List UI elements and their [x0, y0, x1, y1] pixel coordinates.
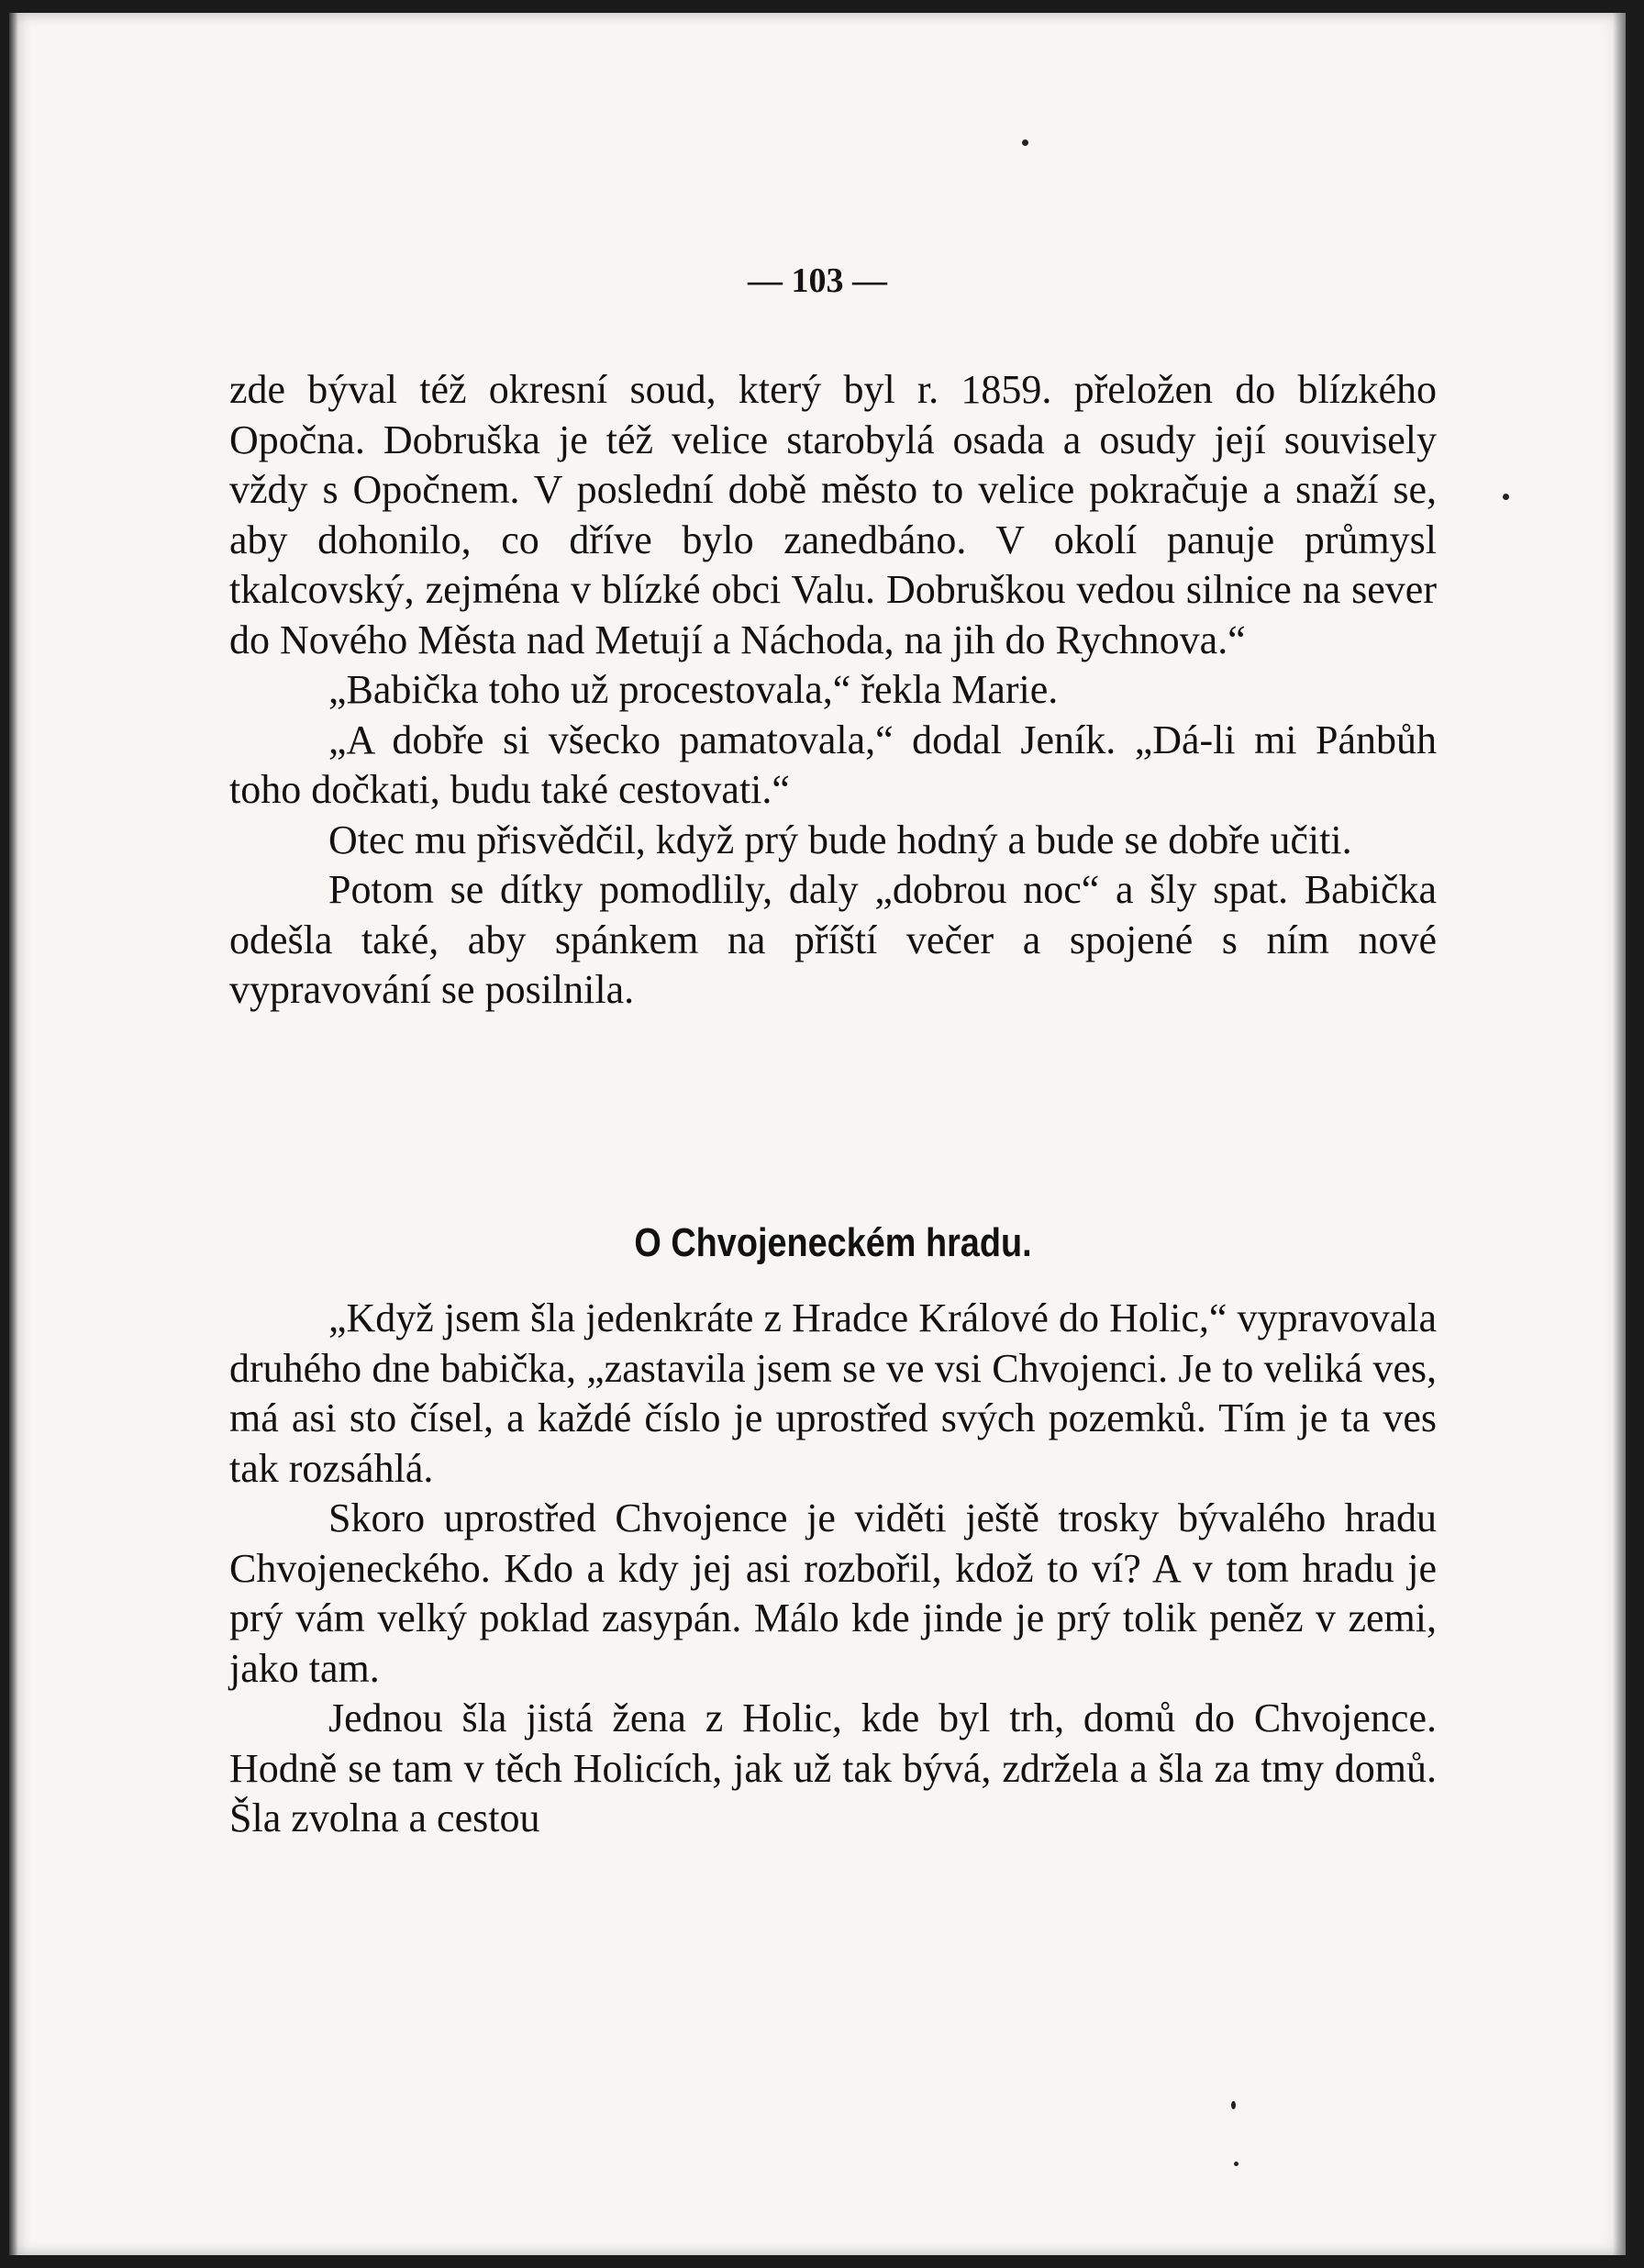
ink-speck	[1022, 139, 1028, 146]
paragraph: „Když jsem šla jedenkráte z Hradce Králové do Holic,“ vypravovala druhého dne babička, „zastavila jsem se ve vsi Chvojenci. Je to veliká ves, má asi sto čísel, a každé číslo je uprostřed svých pozemků. Tím je ta ves tak rozsáhlá.	[229, 1295, 1437, 1491]
paragraph: „A dobře si všecko pamatovala,“ dodal Jeník. „Dá-li mi Pánbůh toho dočkati, budu také cestovati.“	[229, 717, 1437, 812]
ink-speck	[1234, 2162, 1239, 2166]
page-number: — 103 —	[748, 261, 887, 300]
bottom-text-block	[229, 1294, 1437, 1844]
ink-speck	[1231, 2101, 1236, 2109]
paragraph: Jednou šla jistá žena z Holic, kde byl trh, domů do Chvojence. Hodně se tam v těch Holicích, jak už tak bývá, zdržela a šla za tmy domů. Šla zvolna a cestou	[229, 1695, 1437, 1840]
paragraph: Otec mu přisvědčil, když prý bude hodný a bude se dobře učiti.	[328, 817, 1352, 862]
paragraph: zde býval též okresní soud, který byl r. 1859. přeložen do blízkého Opočna. Dobruška je též velice starobylá osada a osudy její souvisely vždy s Opočnem. V poslední době město to velice pokračuje a snaží se, aby dohonilo, co dříve bylo zanedbáno. V okolí panuje průmysl tkalcovský, zejména v blízké obci Valu. Dobruškou vedou silnice na sever do Nového Města nad Metují a Náchoda, na jih do Rychnova.“	[229, 367, 1437, 662]
paragraph: Skoro uprostřed Chvojence je viděti ještě trosky bývalého hradu Chvojeneckého. Kdo a kdy jej asi rozbořil, kdož to ví? A v tom hradu je prý vám velký poklad zasypán. Málo kde jinde je prý tolik peněz v zemi, jako tam.	[229, 1495, 1437, 1691]
page-spine-shadow	[9, 13, 18, 2255]
paragraph: „Babička toho už procestovala,“ řekla Marie.	[328, 667, 1059, 712]
top-text-block	[229, 365, 1437, 1016]
page-edge-shadow	[1613, 13, 1626, 2255]
scanned-book-page	[9, 13, 1626, 2255]
ink-speck	[1503, 494, 1509, 500]
section-heading: O Chvojeneckém hradu.	[634, 1220, 1032, 1265]
paragraph: Potom se dítky pomodlily, daly „dobrou noc“ a šly spat. Babička odešla také, aby spánkem na příští večer a spojené s ním nové vypravování se posilnila.	[229, 867, 1437, 1012]
